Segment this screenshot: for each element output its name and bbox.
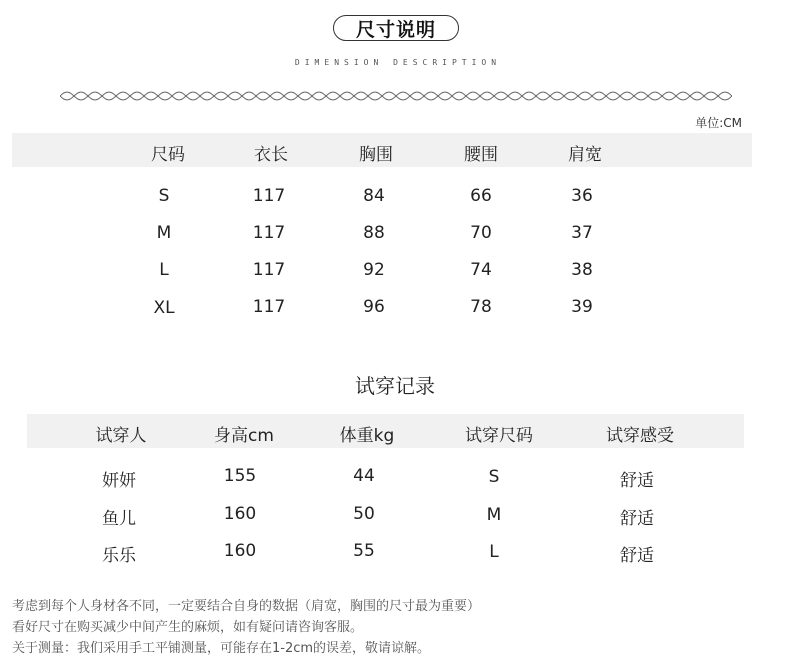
length-cell: 117 [252,297,286,317]
decorative-wave-divider [60,86,732,106]
height-col-header: 身高cm [214,426,274,446]
height-cell: 160 [223,541,257,561]
fitting-section-title: 试穿记录 [355,374,435,398]
chest-cell: 92 [363,260,385,280]
length-cell: 117 [252,260,286,280]
weight-cell: 44 [353,466,375,486]
weight-cell: 55 [353,541,375,561]
shoulder-col-header: 肩宽 [568,145,602,165]
fit-size-cell: M [486,505,502,525]
fit-feel-cell: 舒适 [620,509,654,529]
waist-cell: 70 [470,223,492,243]
shoulder-cell: 39 [571,297,593,317]
tester-cell: 乐乐 [102,546,136,566]
fit-feel-cell: 舒适 [620,546,654,566]
size-cell: S [158,186,170,206]
length-col-header: 衣长 [254,145,288,165]
shoulder-cell: 37 [571,223,593,243]
size-cell: XL [153,298,175,318]
fit-feel-cell: 舒适 [620,471,654,491]
fit-size-cell: S [488,467,500,487]
fit-size-col-header: 试穿尺码 [465,426,533,446]
fit-size-cell: L [489,542,499,562]
size-cell: L [159,260,169,280]
height-cell: 155 [223,466,257,486]
page-subtitle: DIMENSION DESCRIPTION [294,58,502,67]
fit-feel-col-header: 试穿感受 [606,426,674,446]
tester-cell: 鱼儿 [102,509,136,529]
note-line: 考虑到每个人身材各不同，一定要结合自身的数据（肩宽，胸围的尺寸最为重要） [12,599,481,614]
size-col-header: 尺码 [151,145,185,165]
note-line: 看好尺寸在购买减少中间产生的麻烦，如有疑问请咨询客服。 [12,620,364,635]
size-cell: M [156,223,172,243]
weight-col-header: 体重kg [339,426,395,446]
chest-cell: 84 [363,186,385,206]
fitting-table-header [27,414,744,448]
chest-col-header: 胸围 [359,145,393,165]
measurement-notes [12,596,480,659]
shoulder-cell: 38 [571,260,593,280]
tester-cell: 妍妍 [102,471,136,491]
waist-cell: 78 [470,297,492,317]
note-line: 关于测量：我们采用手工平铺测量，可能存在1-2cm的误差，敬请谅解。 [12,641,431,656]
waist-col-header: 腰围 [464,145,498,165]
length-cell: 117 [252,186,286,206]
height-cell: 160 [223,504,257,524]
size-table-header [12,133,752,167]
chest-cell: 96 [363,297,385,317]
weight-cell: 50 [353,504,375,524]
waist-cell: 66 [470,186,492,206]
length-cell: 117 [252,223,286,243]
page-title: 尺寸说明 [333,15,459,41]
shoulder-cell: 36 [571,186,593,206]
tester-col-header: 试穿人 [95,426,147,446]
unit-label: 单位:CM [695,116,742,130]
chest-cell: 88 [363,223,385,243]
waist-cell: 74 [470,260,492,280]
